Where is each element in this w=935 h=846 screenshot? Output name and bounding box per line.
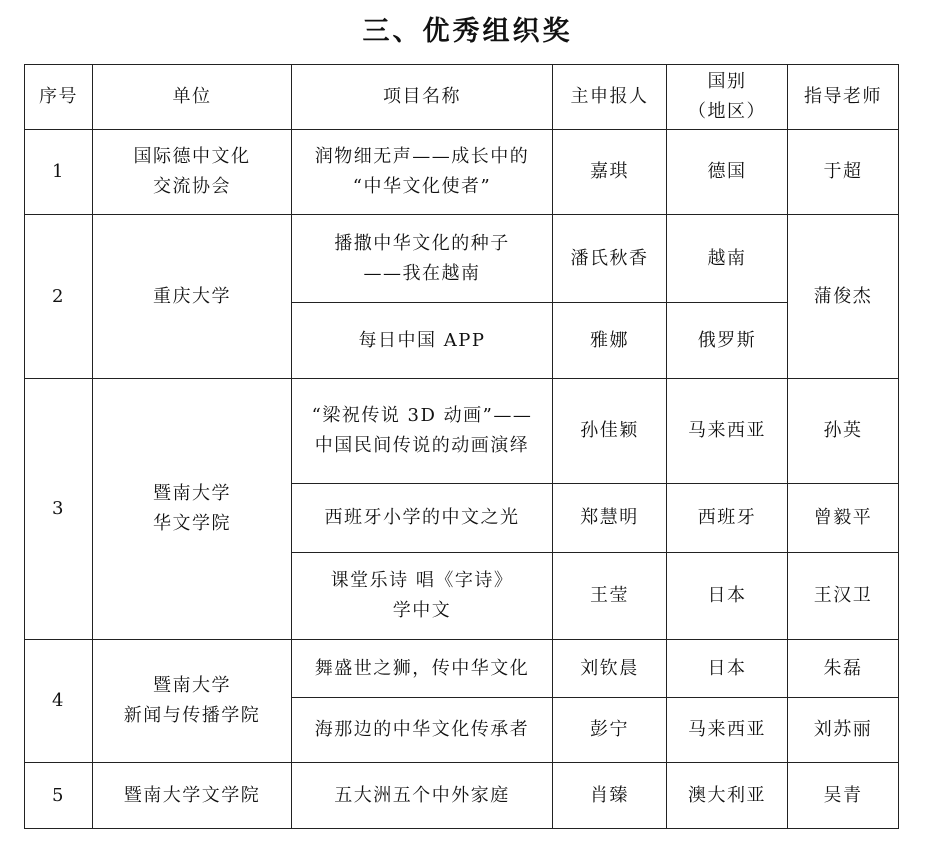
country-cell: 越南 <box>667 215 788 303</box>
applicant-cell: 孙佳颖 <box>553 379 667 484</box>
header-seq: 序号 <box>25 65 93 130</box>
table-row <box>25 379 899 484</box>
advisor-cell: 孙英 <box>788 379 899 484</box>
table-row <box>25 640 899 698</box>
country-cell: 西班牙 <box>667 484 788 553</box>
applicant-cell: 嘉琪 <box>553 130 667 215</box>
header-applicant: 主申报人 <box>553 65 667 130</box>
country-cell: 俄罗斯 <box>667 303 788 379</box>
country-cell: 马来西亚 <box>667 379 788 484</box>
applicant-cell: 雅娜 <box>553 303 667 379</box>
advisor-cell: 朱磊 <box>788 640 899 698</box>
applicant-cell: 潘氏秋香 <box>553 215 667 303</box>
advisor-cell: 刘苏丽 <box>788 698 899 763</box>
seq-cell: 5 <box>25 763 93 829</box>
table-row <box>25 763 899 829</box>
applicant-cell: 王莹 <box>553 553 667 640</box>
header-project: 项目名称 <box>292 65 553 130</box>
country-cell: 澳大利亚 <box>667 763 788 829</box>
project-cell: 舞盛世之狮，传中华文化 <box>292 640 553 698</box>
applicant-cell: 刘钦晨 <box>553 640 667 698</box>
project-cell: “梁祝传说 3D 动画”—— 中国民间传说的动画演绎 <box>292 379 553 484</box>
country-cell: 日本 <box>667 553 788 640</box>
country-cell: 马来西亚 <box>667 698 788 763</box>
project-cell: 播撒中华文化的种子 ——我在越南 <box>292 215 553 303</box>
advisor-cell: 曾毅平 <box>788 484 899 553</box>
unit-cell: 国际德中文化 交流协会 <box>93 130 292 215</box>
header-row <box>25 65 899 130</box>
page-title: 三、优秀组织奖 <box>362 16 573 47</box>
header-unit: 单位 <box>93 65 292 130</box>
unit-cell: 暨南大学 华文学院 <box>93 379 292 640</box>
table-row <box>25 130 899 215</box>
header-advisor: 指导老师 <box>788 65 899 130</box>
seq-cell: 3 <box>25 379 93 640</box>
advisor-cell: 王汉卫 <box>788 553 899 640</box>
project-cell: 五大洲五个中外家庭 <box>292 763 553 829</box>
seq-cell: 1 <box>25 130 93 215</box>
advisor-cell: 于超 <box>788 130 899 215</box>
country-cell: 日本 <box>667 640 788 698</box>
award-table <box>24 64 899 829</box>
seq-cell: 2 <box>25 215 93 379</box>
unit-cell: 暨南大学文学院 <box>93 763 292 829</box>
applicant-cell: 肖臻 <box>553 763 667 829</box>
project-cell: 润物细无声——成长中的 “中华文化使者” <box>292 130 553 215</box>
country-cell: 德国 <box>667 130 788 215</box>
seq-cell: 4 <box>25 640 93 763</box>
table-row <box>25 215 899 303</box>
project-cell: 海那边的中华文化传承者 <box>292 698 553 763</box>
unit-cell: 重庆大学 <box>93 215 292 379</box>
advisor-cell: 吴青 <box>788 763 899 829</box>
project-cell: 西班牙小学的中文之光 <box>292 484 553 553</box>
project-cell: 每日中国 APP <box>292 303 553 379</box>
unit-cell: 暨南大学 新闻与传播学院 <box>93 640 292 763</box>
header-country: 国别 （地区） <box>667 65 788 130</box>
advisor-cell: 蒲俊杰 <box>788 215 899 379</box>
applicant-cell: 郑慧明 <box>553 484 667 553</box>
applicant-cell: 彭宁 <box>553 698 667 763</box>
project-cell: 课堂乐诗 唱《字诗》 学中文 <box>292 553 553 640</box>
